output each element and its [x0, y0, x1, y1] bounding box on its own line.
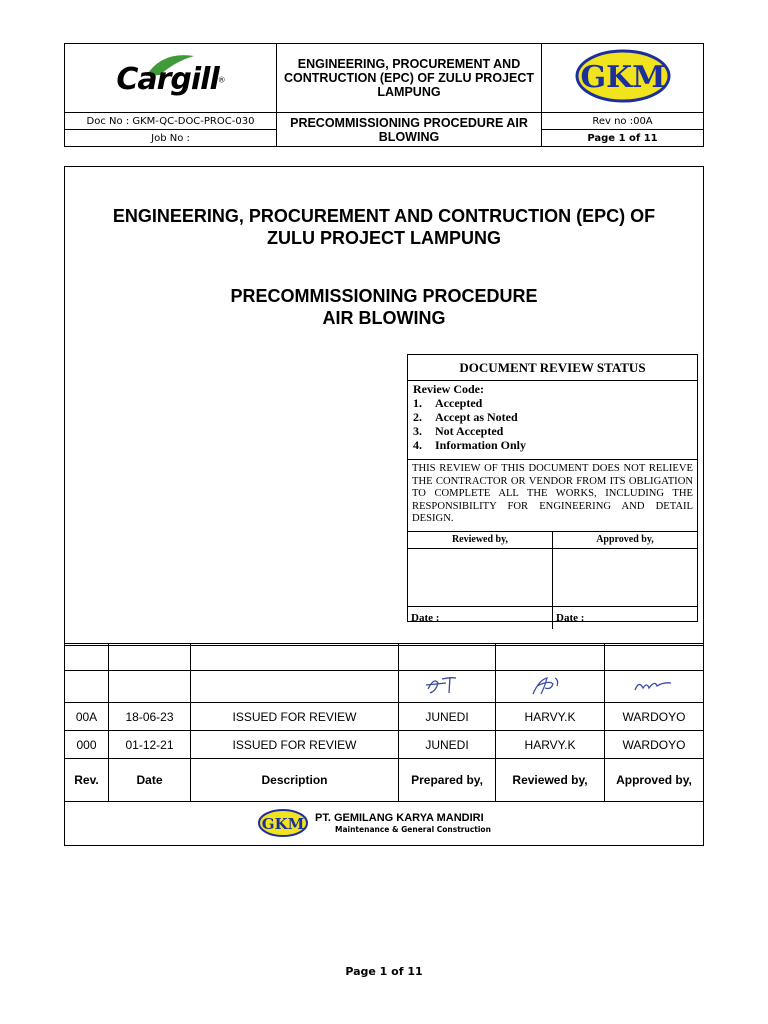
approved-date-label: Date :	[556, 612, 585, 624]
page-number: Page 1 of 11	[345, 965, 423, 978]
blank-revision-row	[65, 644, 704, 671]
reviewed-by-cell: HARVY.K	[496, 703, 605, 731]
revision-number: Rev no :00A	[542, 113, 704, 130]
gkm-logo	[573, 48, 673, 104]
description-header: Description	[191, 759, 399, 802]
contractor-logo-cell	[542, 44, 704, 113]
description-cell: ISSUED FOR REVIEW	[191, 703, 399, 731]
approved-by-cell: WARDOYO	[605, 731, 704, 759]
table-row	[65, 731, 704, 759]
cargill-wordmark: Cargill	[116, 62, 219, 97]
review-code-label: Review Code:	[413, 382, 484, 396]
rev-cell: 000	[65, 731, 109, 759]
rev-cell: 00A	[65, 703, 109, 731]
reviewed-by-cell: HARVY.K	[496, 731, 605, 759]
signature-wardoyo	[629, 674, 679, 696]
registered-mark: ®	[218, 75, 225, 85]
project-title: ENGINEERING, PROCUREMENT AND CONTRUCTION (EPC) OF ZULU PROJECT LAMPUNG	[277, 44, 542, 113]
review-code-item: 4. Information Only	[413, 438, 527, 452]
review-signature-block	[408, 532, 697, 629]
main-title-line-1: ENGINEERING, PROCUREMENT AND CONTRUCTION (EPC) OF	[112, 206, 656, 226]
company-name: PT. GEMILANG KARYA MANDIRI	[315, 811, 484, 824]
subtitle-line-1: PRECOMMISSIONING PROCEDURE	[230, 286, 538, 306]
review-status-heading: DOCUMENT REVIEW STATUS	[408, 355, 697, 381]
company-footer-box	[64, 800, 704, 846]
approved-by-header: Approved by,	[605, 759, 704, 802]
date-cell: 01-12-21	[109, 731, 191, 759]
job-number: Job No :	[65, 130, 277, 147]
gkm-footer-logo	[257, 808, 309, 838]
header-table	[64, 43, 704, 147]
signature-junedi	[422, 673, 472, 697]
prepared-by-header: Prepared by,	[399, 759, 496, 802]
signature-row	[65, 671, 704, 703]
revision-header-row	[65, 759, 704, 802]
document-review-status	[407, 354, 698, 622]
procedure-subtitle	[64, 285, 704, 329]
subtitle-line-2: AIR BLOWING	[322, 308, 446, 328]
approved-by-signature	[605, 671, 704, 703]
date-cell: 18-06-23	[109, 703, 191, 731]
rev-header: Rev.	[65, 759, 109, 802]
description-cell: ISSUED FOR REVIEW	[191, 731, 399, 759]
review-code-item: 2. Accept as Noted	[413, 410, 518, 424]
cargill-logo	[65, 48, 276, 108]
reviewed-by-signature-area	[408, 549, 552, 607]
signature-harvy	[525, 672, 575, 698]
reviewed-by-column	[408, 532, 552, 629]
prepared-by-cell: JUNEDI	[399, 731, 496, 759]
reviewed-by-label: Reviewed by,	[408, 532, 552, 549]
gkm-footer-logo-text: GKM	[261, 815, 305, 833]
revision-table	[64, 643, 704, 802]
approved-by-signature-area	[553, 549, 697, 607]
company-tagline: Maintenance & General Construction	[335, 824, 491, 834]
review-disclaimer: THIS REVIEW OF THIS DOCUMENT DOES NOT RELIEVE THE CONTRACTOR OR VENDOR FROM ITS OBLIGATION TO COMPLETE ALL THE WORKS, INCLUDING THE RESPONSIBILITY FOR ENGINEERING AND DETAIL DESIGN.	[408, 460, 697, 532]
review-code-item: 3. Not Accepted	[413, 424, 504, 438]
approved-by-label: Approved by,	[553, 532, 697, 549]
prepared-by-signature	[399, 671, 496, 703]
gkm-logo-text: GKM	[580, 59, 665, 95]
doc-number: Doc No : GKM-QC-DOC-PROC-030	[65, 113, 277, 130]
reviewed-by-signature	[496, 671, 605, 703]
header-page-number: Page 1 of 11	[542, 130, 704, 147]
date-header: Date	[109, 759, 191, 802]
client-logo-cell	[65, 44, 277, 113]
approved-by-cell: WARDOYO	[605, 703, 704, 731]
approved-by-column	[552, 532, 697, 629]
reviewed-by-header: Reviewed by,	[496, 759, 605, 802]
reviewed-date-label: Date :	[411, 612, 440, 624]
main-title-line-2: ZULU PROJECT LAMPUNG	[267, 228, 501, 248]
review-codes	[408, 381, 697, 460]
main-title	[64, 205, 704, 249]
review-code-item: 1. Accepted	[413, 396, 483, 410]
procedure-title: PRECOMMISSIONING PROCEDURE AIR BLOWING	[277, 113, 542, 147]
prepared-by-cell: JUNEDI	[399, 703, 496, 731]
table-row	[65, 703, 704, 731]
